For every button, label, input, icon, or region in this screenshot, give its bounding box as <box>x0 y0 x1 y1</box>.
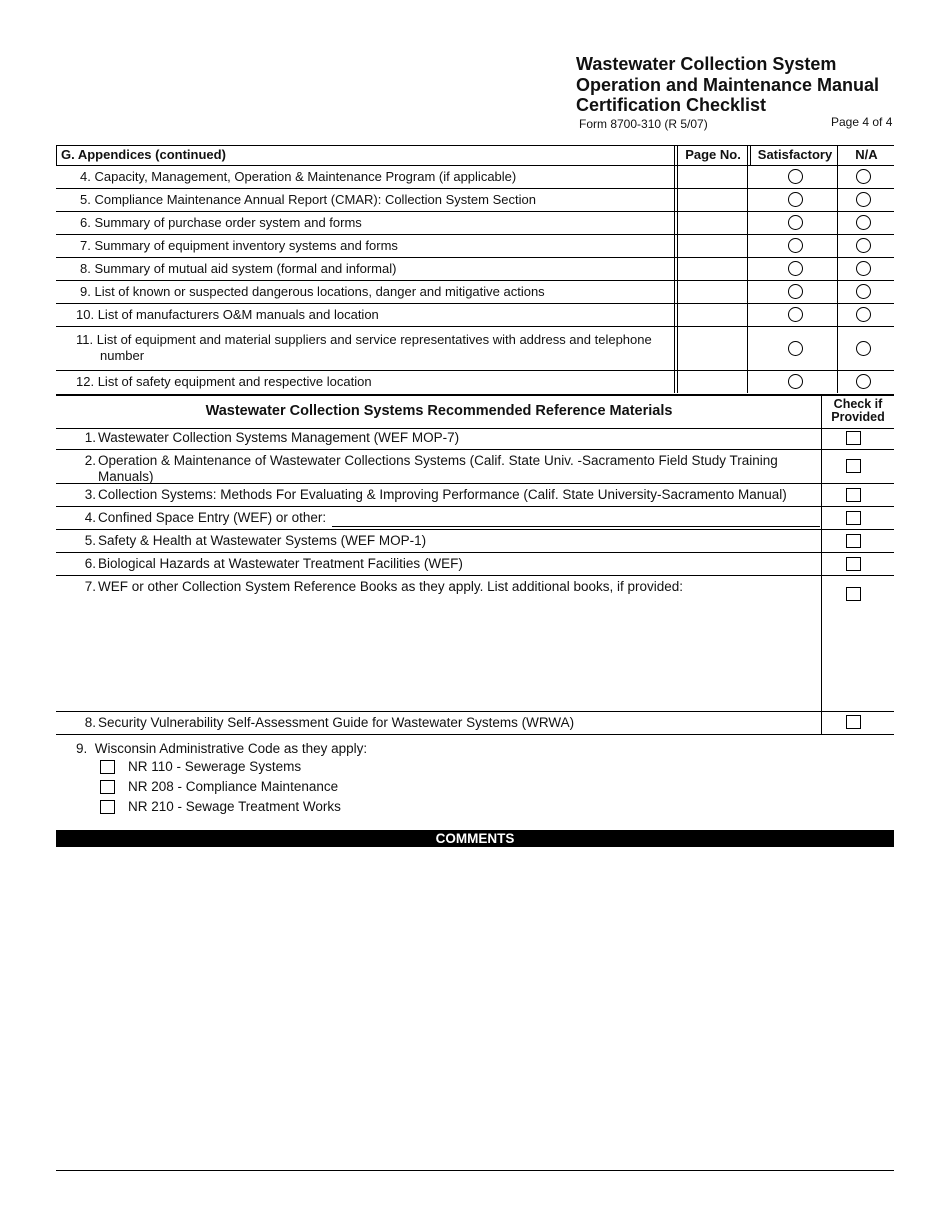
reference-row <box>56 712 894 735</box>
table-row <box>56 327 894 371</box>
na-radio[interactable] <box>856 341 871 356</box>
provided-checkbox[interactable] <box>846 557 861 571</box>
satisfactory-radio[interactable] <box>788 215 803 230</box>
code-checkbox[interactable] <box>100 780 115 794</box>
comments-heading: COMMENTS <box>56 830 894 847</box>
provided-checkbox[interactable] <box>846 459 861 473</box>
satisfactory-radio[interactable] <box>788 307 803 322</box>
reference-label: 2. Operation & Maintenance of Wastewater Collections Systems (Calif. State Univ. -Sacramento Field Study Training Manuals) <box>84 453 778 484</box>
row-label: 10. List of manufacturers O&M manuals and location <box>76 307 379 322</box>
satisfactory-radio[interactable] <box>788 192 803 207</box>
na-radio[interactable] <box>856 192 871 207</box>
satisfactory-radio[interactable] <box>788 169 803 184</box>
table-row <box>56 235 894 258</box>
reference-label: 7. WEF or other Collection System Reference Books as they apply. List additional books, if provided: <box>84 579 684 594</box>
satisfactory-radio[interactable] <box>788 374 803 389</box>
table-row <box>56 189 894 212</box>
table-row <box>56 166 894 189</box>
na-radio[interactable] <box>856 307 871 322</box>
row-label: 5. Compliance Maintenance Annual Report (CMAR): Collection System Section <box>80 192 536 207</box>
na-radio[interactable] <box>856 169 871 184</box>
reference-label: 6. Biological Hazards at Wastewater Treatment Facilities (WEF) <box>84 556 463 571</box>
row-label: 7. Summary of equipment inventory systems and forms <box>80 238 398 253</box>
section-heading: G. Appendices (continued) <box>61 147 226 162</box>
reference-label: 3. Collection Systems: Methods For Evaluating & Improving Performance (Calif. State University-Sacramento Manual) <box>84 487 787 502</box>
col-page-no: Page No. <box>685 147 741 162</box>
reference-row <box>56 553 894 576</box>
satisfactory-radio[interactable] <box>788 238 803 253</box>
form-title-line: Wastewater Collection System <box>576 54 837 74</box>
col-satisfactory: Satisfactory <box>757 147 833 162</box>
page-number: Page 4 of 4 <box>831 115 893 129</box>
reference-row <box>56 427 894 450</box>
col-na: N/A <box>855 147 878 162</box>
appendices-header-row <box>56 145 894 166</box>
provided-checkbox[interactable] <box>846 587 861 601</box>
appendices-table <box>56 145 894 393</box>
table-row <box>56 281 894 304</box>
wisconsin-code-item: 9. Wisconsin Administrative Code as they apply: <box>76 741 368 756</box>
provided-checkbox[interactable] <box>846 511 861 525</box>
table-row <box>56 371 894 393</box>
code-checkbox[interactable] <box>100 760 115 774</box>
form-title-line: Operation and Maintenance Manual <box>576 74 880 95</box>
reference-label: 8. Security Vulnerability Self-Assessment Guide for Wastewater Systems (WRWA) <box>84 715 575 730</box>
table-row <box>56 258 894 281</box>
row-label: 12. List of safety equipment and respective location <box>76 374 372 389</box>
row-label: 4. Capacity, Management, Operation & Maintenance Program (if applicable) <box>80 169 517 184</box>
provided-checkbox[interactable] <box>846 488 861 502</box>
reference-row <box>56 530 894 553</box>
other-entry-line[interactable] <box>332 526 820 527</box>
row-label: 11. List of equipment and material suppliers and service representatives with address and telephone number <box>76 332 652 363</box>
na-radio[interactable] <box>856 374 871 389</box>
na-radio[interactable] <box>856 284 871 299</box>
provided-checkbox[interactable] <box>846 431 861 445</box>
reference-label: 5. Safety & Health at Wastewater Systems (WEF MOP-1) <box>84 533 427 548</box>
references-header <box>56 394 894 429</box>
code-checkbox[interactable] <box>100 800 115 814</box>
na-radio[interactable] <box>856 215 871 230</box>
comments-area[interactable] <box>56 848 894 1166</box>
row-label: 8. Summary of mutual aid system (formal and informal) <box>80 261 397 276</box>
form-title-line: Certification Checklist <box>576 95 767 115</box>
provided-checkbox[interactable] <box>846 715 861 729</box>
check-if-provided-header: Check if Provided <box>831 397 885 424</box>
reference-label: 1. Wastewater Collection Systems Management (WEF MOP-7) <box>84 430 460 445</box>
reference-row <box>56 484 894 507</box>
row-label: 6. Summary of purchase order system and forms <box>80 215 362 230</box>
satisfactory-radio[interactable] <box>788 284 803 299</box>
reference-row <box>56 576 894 712</box>
references-heading: Wastewater Collection Systems Recommended Reference Materials <box>205 403 673 419</box>
form-number: Form 8700-310 (R 5/07) <box>579 117 708 131</box>
na-radio[interactable] <box>856 238 871 253</box>
reference-row <box>56 507 894 530</box>
reference-row <box>56 450 894 484</box>
provided-checkbox[interactable] <box>846 534 861 548</box>
row-label: 9. List of known or suspected dangerous locations, danger and mitigative actions <box>80 284 545 299</box>
satisfactory-radio[interactable] <box>788 341 803 356</box>
form-title <box>576 54 916 116</box>
reference-label: 4. Confined Space Entry (WEF) or other: <box>84 510 327 525</box>
table-row <box>56 304 894 327</box>
satisfactory-radio[interactable] <box>788 261 803 276</box>
bottom-rule <box>56 1170 894 1171</box>
table-row <box>56 212 894 235</box>
na-radio[interactable] <box>856 261 871 276</box>
